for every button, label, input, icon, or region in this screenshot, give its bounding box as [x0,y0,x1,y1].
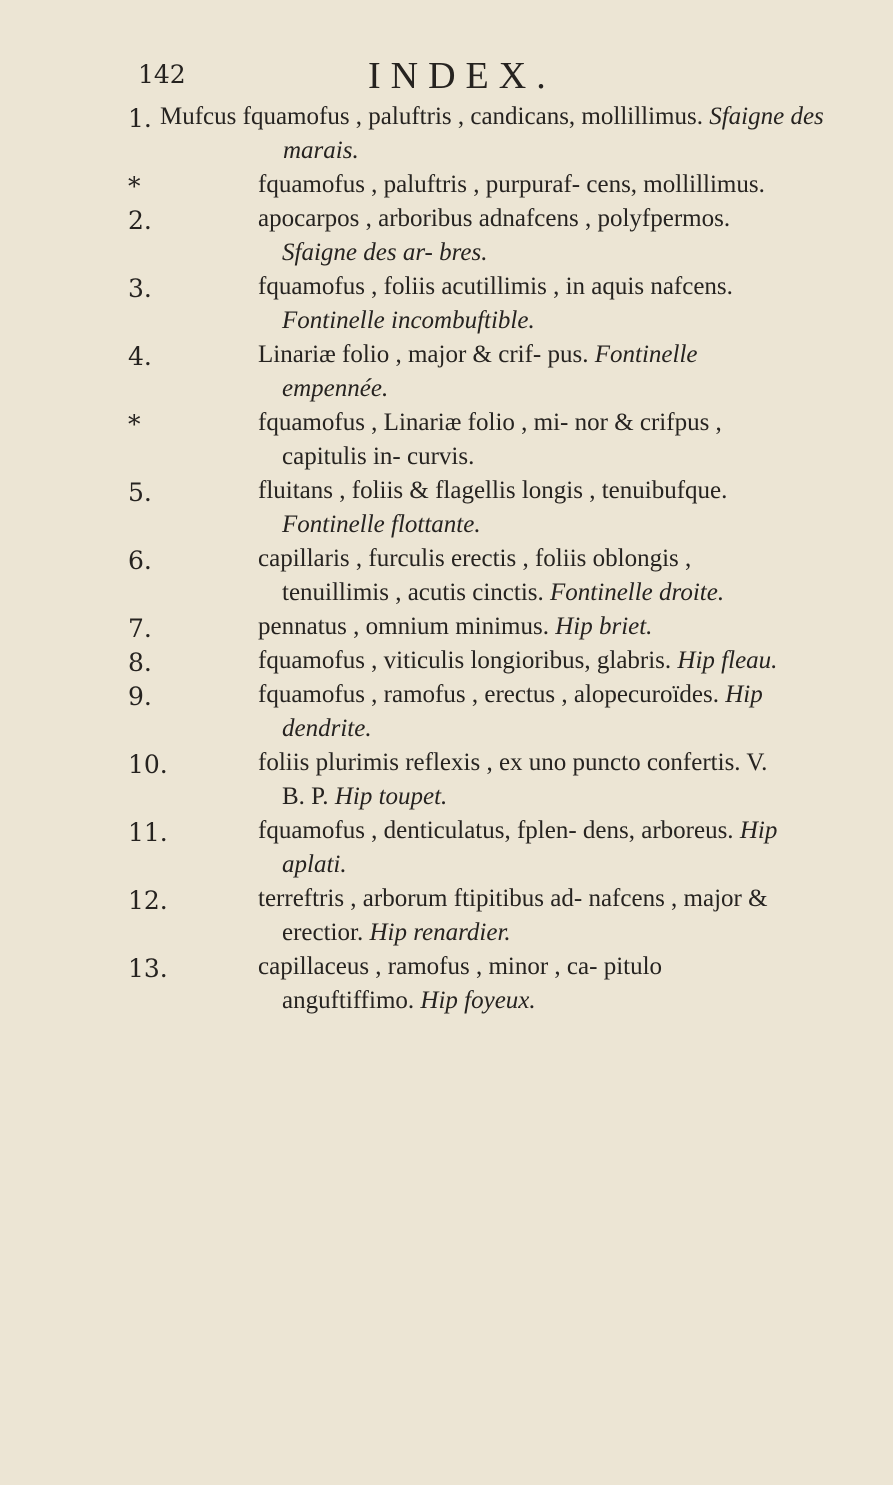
entry-number: * [128,410,141,439]
entry-latin: fluitans , foliis & flagellis longis , tenuibufque. [258,477,728,504]
entry-number: 8. [128,648,152,677]
entry-number: * [128,172,141,201]
entry-text [258,678,794,746]
index-entry [0,168,800,202]
index-entry [0,406,800,474]
entry-text [258,746,794,814]
entry-text [258,610,794,644]
entry-french: Sfaigne des marais. [283,103,824,164]
entry-text [258,882,794,950]
entry-number: 7. [128,614,152,643]
entry-latin: apocarpos , arboribus adnafcens , polyfpermos. [258,205,731,232]
entry-french: Fontinelle empennée. [282,341,698,402]
entry-number: 3. [128,274,152,303]
entry-text [258,168,794,202]
entry-french: Fontinelle flottante. [282,511,481,538]
entry-latin: pennatus , omnium minimus. [258,613,549,640]
entry-french: Sfaigne des ar- bres. [282,239,488,266]
entry-text [258,270,794,338]
entry-french: Hip renardier. [369,919,511,946]
entry-text [258,950,794,1018]
index-entry [0,542,800,610]
entry-latin: fquamofus , denticulatus, fplen- dens, arboreus. [258,817,734,844]
entry-latin: foliis plurimis reflexis , ex uno puncto confertis. V. B. P. [258,749,768,810]
entry-number: 13. [128,954,168,983]
entry-number: 10. [128,750,168,779]
index-entry [0,644,800,678]
entry-french: Hip toupet. [334,783,448,810]
index-entry [0,882,800,950]
entry-text [258,406,794,474]
index-entry [0,100,824,168]
entry-number: 1. [128,104,152,133]
entry-latin: fquamofus , paluftris , purpuraf- cens, mollillimus. [258,171,765,198]
entry-french: Hip briet. [555,613,653,640]
entry-number: 2. [128,206,152,235]
index-entry [0,678,800,746]
entry-number: 5. [128,478,152,507]
index-entry [0,610,800,644]
entry-number: 11. [128,818,168,847]
entry-text [258,542,794,610]
entry-french: Hip fleau. [677,647,778,674]
index-entry [0,950,800,1018]
entry-text [258,644,794,678]
entry-latin: Linariæ folio , major & crif- pus. [258,341,589,368]
entry-latin: terreftris , arborum ftipitibus ad- nafcens , major & erectior. [258,885,768,946]
index-entry [0,814,800,882]
index-entry [0,746,800,814]
entry-latin: capillaceus , ramofus , minor , ca- pitulo anguftiffimo. [258,953,663,1014]
page-title: INDEX. [368,55,556,97]
entry-latin: fquamofus , ramofus , erectus , alopecuroïdes. [258,681,719,708]
index-entry [0,202,800,270]
index-entry [0,338,800,406]
entry-french: Hip aplati. [282,817,778,878]
entry-latin: Mufcus fquamofus , paluftris , candicans, mollillimus. [160,103,703,130]
entry-text [258,338,794,406]
entry-latin: fquamofus , viticulis longioribus, glabris. [258,647,672,674]
entry-latin: fquamofus , foliis acutillimis , in aquis nafcens. [258,273,733,300]
entry-text [258,814,794,882]
index-entry [0,474,800,542]
entry-number: 12. [128,886,168,915]
entry-french: Fontinelle droite. [550,579,725,606]
page-header [0,54,800,104]
entry-text [258,474,794,542]
entry-text [160,100,893,168]
entry-french: Fontinelle incombuftible. [282,307,535,334]
entry-latin: capillaris , furculis erectis , foliis oblongis , tenuillimis , acutis cinctis. [258,545,692,606]
page-number: 142 [138,60,186,89]
entry-latin: fquamofus , Linariæ folio , mi- nor & crifpus , capitulis in- curvis. [258,409,722,470]
entry-text [258,202,794,270]
entry-number: 9. [128,682,152,711]
entry-number: 6. [128,546,152,575]
entry-number: 4. [128,342,152,371]
entry-french: Hip foyeux. [420,987,536,1014]
index-entries [0,100,824,1018]
entry-french: Hip dendrite. [282,681,763,742]
index-entry [0,270,800,338]
